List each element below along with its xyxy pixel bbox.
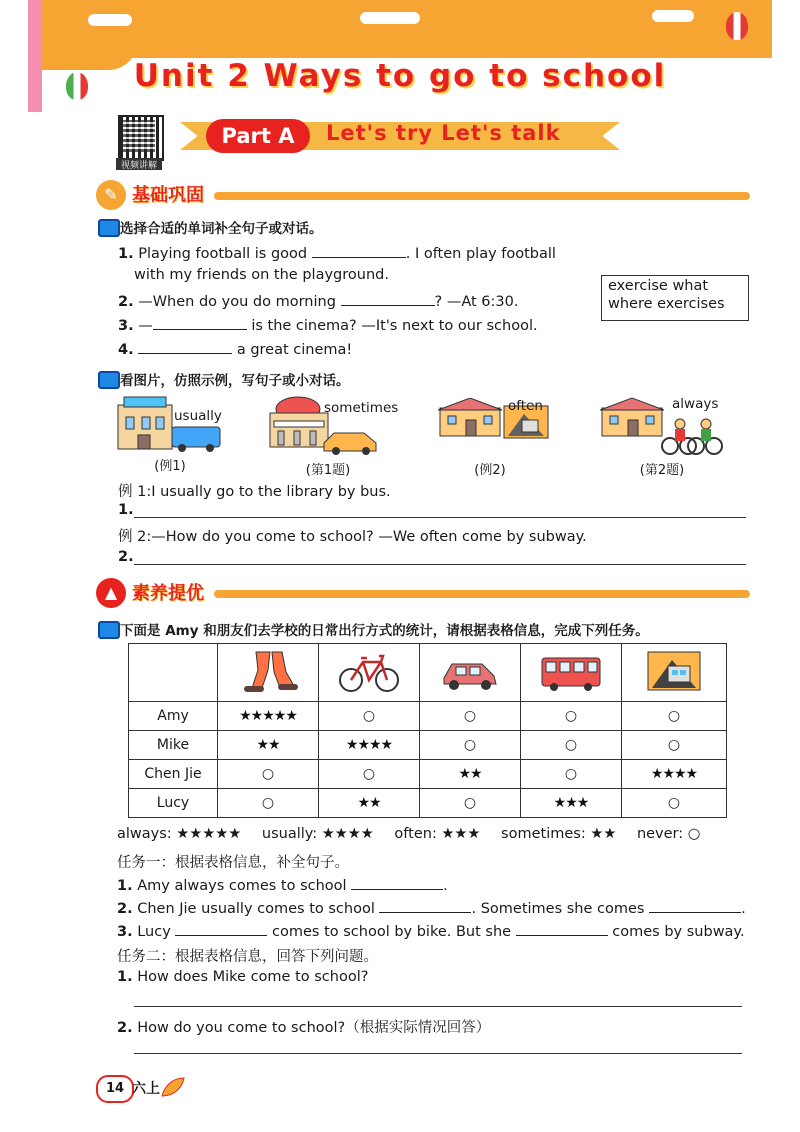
item-number: 1. — [118, 246, 134, 262]
task1-sentence-1 — [117, 875, 448, 894]
rating-cell: ○ — [420, 789, 521, 818]
legend-always: always: ★★★★★ — [117, 826, 242, 842]
qr-label: 视频讲解 — [116, 158, 162, 170]
table-corner-cell — [129, 644, 218, 702]
answer-blank[interactable] — [175, 921, 267, 936]
q1-item-2 — [118, 291, 518, 310]
item-number: 4. — [118, 342, 134, 358]
rating-cell: ○ — [319, 760, 420, 789]
answer-blank[interactable] — [516, 921, 608, 936]
notebook-icon: ✎ — [96, 180, 126, 210]
rating-cell: ★★★★★ — [218, 702, 319, 731]
item-text: Amy always comes to school — [137, 878, 347, 894]
rating-cell: ★★ — [218, 731, 319, 760]
rating-cell: ○ — [420, 731, 521, 760]
line-number: 1. — [118, 502, 134, 518]
q1-instruction: 选择合适的单词补全句子或对话。 — [120, 221, 323, 237]
item-text: How does Mike come to school? — [137, 969, 369, 985]
task2-question-1 — [117, 969, 368, 985]
item-text: — — [138, 318, 153, 334]
question-marker — [98, 621, 120, 639]
page-number: 14 — [96, 1075, 134, 1103]
subway-icon — [622, 644, 727, 702]
table-row — [129, 731, 727, 760]
item-text: Chen Jie usually comes to school — [137, 901, 375, 917]
item-text: . — [443, 878, 448, 894]
q1-item-1-cont: with my friends on the playground. — [134, 267, 389, 283]
row-name: Mike — [129, 731, 218, 760]
item-text: . — [741, 901, 746, 917]
item-text: . I often play football — [405, 246, 556, 262]
example-1: 例 1:I usually go to the library by bus. — [118, 484, 391, 500]
answer-blank[interactable] — [351, 875, 443, 890]
header-left-stripe — [28, 0, 42, 112]
legend-often: often: ★★★ — [394, 826, 481, 842]
rating-cell: ○ — [218, 789, 319, 818]
section1-title: 基础巩固 — [132, 185, 204, 206]
car-icon — [420, 644, 521, 702]
answer-blank[interactable] — [138, 339, 232, 354]
frequency-legend — [117, 826, 700, 842]
picture-caption: (第2题) — [639, 463, 685, 478]
answer-line[interactable] — [134, 517, 746, 518]
item-number: 2. — [118, 294, 134, 310]
item-number: 1. — [117, 969, 133, 985]
part-label: Part A — [206, 119, 310, 153]
bike-icon — [319, 644, 420, 702]
item-text: Lucy — [137, 924, 171, 940]
picture-word: sometimes — [324, 400, 399, 416]
task2-question-2 — [117, 1016, 490, 1037]
rating-cell: ○ — [622, 789, 727, 818]
task1-title: 任务一：根据表格信息，补全句子。 — [117, 855, 349, 871]
rocket-icon: ▲ — [96, 578, 126, 608]
item-number: 1. — [117, 878, 133, 894]
rating-cell: ★★ — [319, 789, 420, 818]
item-text: Playing football is good — [138, 246, 308, 262]
question-marker — [98, 371, 120, 389]
legend-sometimes: sometimes: ★★ — [501, 826, 617, 842]
picture-word: always — [672, 396, 719, 412]
transport-survey-table — [128, 643, 727, 818]
item-text: . Sometimes she comes — [471, 901, 645, 917]
item-text: ? —At 6:30. — [434, 294, 519, 310]
bus-icon — [521, 644, 622, 702]
legend-never: never: ○ — [636, 826, 701, 842]
item-text: is the cinema? —It's next to our school. — [251, 318, 538, 334]
q3-instruction: 下面是 Amy 和朋友们去学校的日常出行方式的统计，请根据表格信息，完成下列任务。 — [120, 623, 649, 639]
word-box-row: where exercises — [608, 296, 725, 312]
qr-code-pattern — [123, 120, 155, 152]
cloud-decoration — [652, 10, 694, 22]
picture-word: often — [508, 398, 543, 414]
item-text: How do you come to school?（根据实际情况回答） — [137, 1020, 491, 1036]
word-box-row: exercise what — [608, 278, 709, 294]
answer-blank[interactable] — [341, 291, 435, 306]
answer-line[interactable] — [134, 1053, 742, 1054]
item-number: 2. — [117, 1020, 133, 1036]
section2-title: 素养提优 — [132, 583, 204, 604]
task2-title: 任务二：根据表格信息，回答下列问题。 — [117, 949, 378, 965]
q1-item-3 — [118, 315, 538, 334]
part-subtitle: Let's try Let's talk — [326, 121, 561, 145]
section2-rule — [214, 590, 750, 598]
table-row — [129, 760, 727, 789]
q2-instruction: 看图片，仿照示例，写句子或小对话。 — [120, 373, 350, 389]
rating-cell: ○ — [622, 731, 727, 760]
rating-cell: ★★ — [420, 760, 521, 789]
answer-line[interactable] — [134, 564, 746, 565]
rating-cell: ○ — [521, 731, 622, 760]
item-text: —When do you do morning — [138, 294, 336, 310]
table-row — [129, 702, 727, 731]
rating-cell: ○ — [521, 760, 622, 789]
rating-cell: ○ — [420, 702, 521, 731]
answer-blank[interactable] — [153, 315, 247, 330]
picture-caption: (例2) — [474, 463, 506, 478]
item-number: 3. — [117, 924, 133, 940]
table-header-row — [129, 644, 727, 702]
picture-caption: (第1题) — [305, 463, 351, 478]
answer-blank[interactable] — [379, 898, 471, 913]
q1-item-1 — [118, 243, 556, 262]
picture-caption: (例1) — [154, 459, 186, 474]
walk-icon — [218, 644, 319, 702]
table-row — [129, 789, 727, 818]
item-text: a great cinema! — [236, 342, 353, 358]
rating-cell: ★★★★ — [622, 760, 727, 789]
example-2: 例 2:—How do you come to school? —We often come by subway. — [118, 529, 587, 545]
line-number: 2. — [118, 549, 134, 565]
header-band — [28, 0, 772, 58]
row-name: Chen Jie — [129, 760, 218, 789]
section1-rule — [214, 192, 750, 200]
rating-cell: ○ — [218, 760, 319, 789]
item-number: 2. — [117, 901, 133, 917]
answer-blank[interactable] — [312, 243, 406, 258]
rating-cell: ★★★ — [521, 789, 622, 818]
unit-title: Unit 2 Ways to go to school — [133, 58, 667, 94]
grade-label: 六上 — [132, 1081, 160, 1097]
task1-sentence-2 — [117, 898, 746, 917]
leaf-icon — [160, 1076, 186, 1098]
rating-cell: ○ — [622, 702, 727, 731]
item-text: comes to school by bike. But she — [272, 924, 512, 940]
item-number: 3. — [118, 318, 134, 334]
picture-word: usually — [174, 408, 222, 424]
hot-air-balloon-icon — [726, 12, 748, 40]
row-name: Lucy — [129, 789, 218, 818]
word-box — [601, 275, 749, 321]
question-marker — [98, 219, 120, 237]
library-bus-picture — [116, 395, 226, 455]
rating-cell: ○ — [521, 702, 622, 731]
legend-usually: usually: ★★★★ — [261, 826, 374, 842]
q1-item-4 — [118, 339, 352, 358]
rating-cell: ○ — [319, 702, 420, 731]
item-text: comes by subway. — [612, 924, 745, 940]
answer-line[interactable] — [134, 1006, 742, 1007]
rating-cell: ★★★★ — [319, 731, 420, 760]
row-name: Amy — [129, 702, 218, 731]
task1-sentence-3 — [117, 921, 745, 940]
cloud-decoration — [88, 14, 132, 26]
answer-blank[interactable] — [649, 898, 741, 913]
cloud-decoration — [360, 12, 420, 24]
